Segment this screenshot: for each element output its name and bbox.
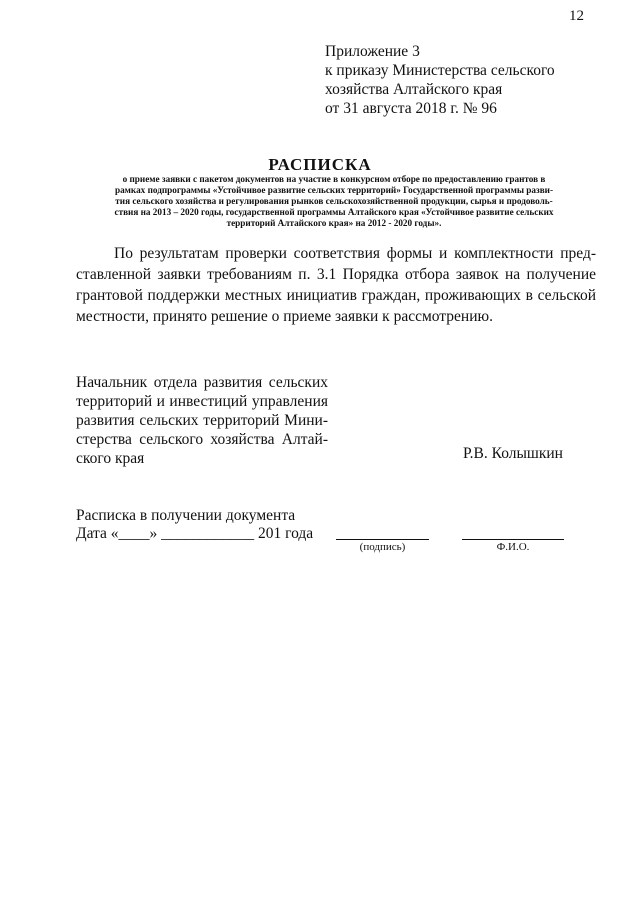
appendix-line: хозяйства Алтайского края — [325, 81, 503, 98]
receipt-label: Расписка в получении документа — [76, 507, 296, 524]
body-line: грантовой поддержки местных инициатив граждан, проживающих в сельской — [76, 287, 596, 304]
position-line: территорий и инвестиций управления — [76, 393, 328, 410]
appendix-line: от 31 августа 2018 г. № 96 — [325, 100, 497, 117]
subtitle-line: ствия на 2013 – 2020 годы, государственной программы Алтайского края «Устойчивое развитие сельских — [114, 207, 554, 217]
date-line: Дата «____» ____________ 201 года — [76, 525, 314, 542]
appendix-line: к приказу Министерства сельского — [325, 62, 555, 79]
signatory-position — [76, 373, 328, 468]
body-line: ставленной заявки требованиям п. 3.1 Порядка отбора заявок на получение — [76, 266, 596, 283]
body-line: местности, принято решение о приеме заявки к рассмотрению. — [76, 308, 493, 325]
position-line: развития сельских территорий Мини- — [76, 412, 328, 429]
appendix-line: Приложение 3 — [325, 43, 420, 60]
signature-line — [336, 539, 429, 540]
fio-line — [462, 539, 564, 540]
position-line: ского края — [76, 450, 145, 467]
fio-caption: Ф.И.О. — [496, 541, 530, 553]
body-line: По результатам проверки соответствия формы и комплектности пред- — [114, 245, 596, 262]
subtitle-line: рамках подпрограммы «Устойчивое развитие сельских территорий» Государственной программы разви- — [114, 185, 554, 195]
document-subtitle — [76, 174, 592, 229]
subtitle-line: тия сельского хозяйства и регулирования рынков сельскохозяйственной продукции, сырья и продоволь- — [115, 196, 553, 206]
signer-name: Р.В. Колышкин — [463, 445, 563, 462]
page-number: 12 — [569, 8, 584, 24]
signature-caption: (подпись) — [359, 541, 406, 553]
body-paragraph — [76, 243, 596, 327]
position-line: стерства сельского хозяйства Алтай- — [76, 431, 328, 448]
subtitle-line: территорий Алтайского края» на 2012 - 2020 годы». — [226, 218, 442, 228]
subtitle-line: о приеме заявки с пакетом документов на участие в конкурсном отборе по предоставлению грантов в — [122, 174, 546, 184]
position-line: Начальник отдела развития сельских — [76, 374, 328, 391]
appendix-header — [325, 42, 555, 118]
document-title: РАСПИСКА — [268, 155, 372, 174]
